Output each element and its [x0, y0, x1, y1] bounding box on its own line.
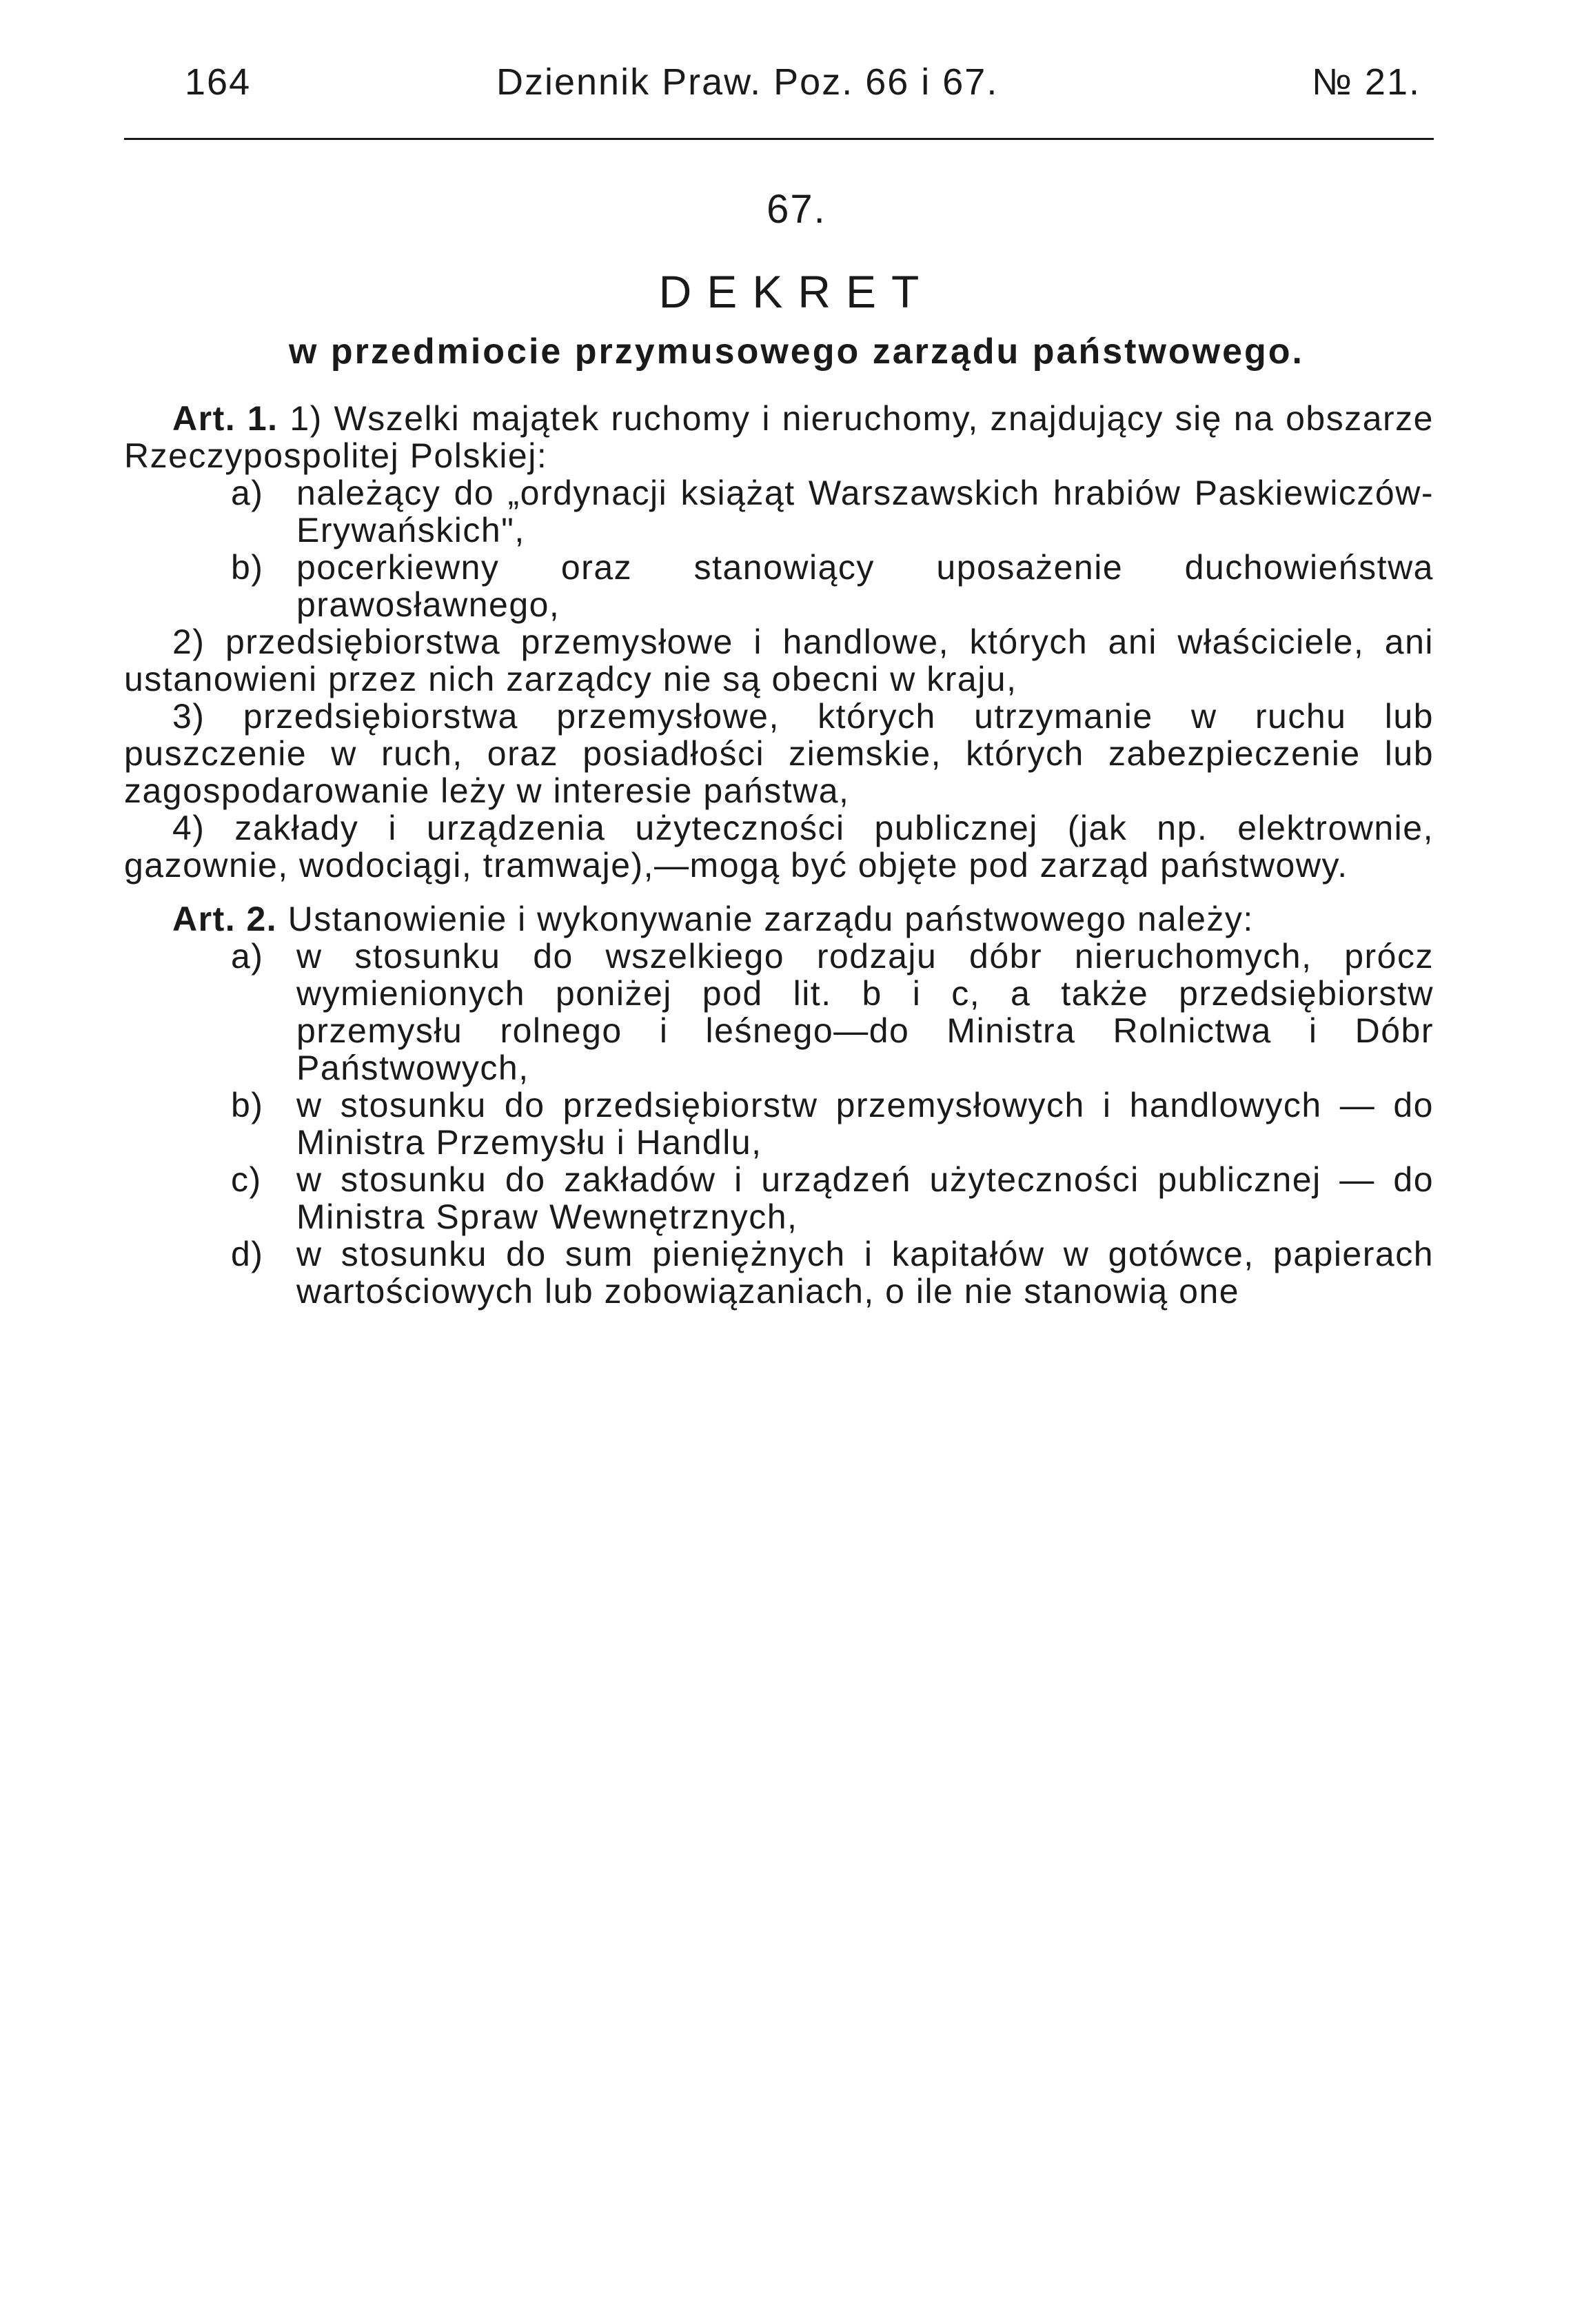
- item-text: w stosunku do zakładów i urządzeń użyteczności publicznej — do Ministra Spraw Wewnętrznych,: [296, 1160, 1434, 1236]
- act-number: 67.: [767, 187, 826, 232]
- art1-item-a: [124, 474, 1434, 549]
- document-body: [124, 400, 1434, 1310]
- art2-intro-text: Ustanowienie i wykonywanie zarządu państwowego należy:: [287, 900, 1254, 938]
- journal-reference: Dziennik Praw. Poz. 66 i 67.: [496, 61, 999, 103]
- page-number: 164: [185, 61, 252, 103]
- art2-item-b: [124, 1087, 1434, 1161]
- item-label: b): [231, 548, 264, 587]
- item-text: pocerkiewny oraz stanowiący uposażenie duchowieństwa prawosławnego,: [296, 548, 1434, 624]
- item-label: b): [231, 1086, 264, 1124]
- item-text: należący do „ordynacji książąt Warszawskich hrabiów Paskiewiczów-Erywańskich",: [296, 474, 1434, 549]
- art2-item-c: [124, 1161, 1434, 1235]
- art2-item-d: [124, 1235, 1434, 1310]
- item-label: a): [231, 937, 264, 976]
- art2-item-a: [124, 938, 1434, 1087]
- art1-point-3: 3) przedsiębiorstwa przemysłowe, których utrzymanie w ruchu lub puszczenie w ruch, oraz posiadłości ziemskie, których zabezpieczenie lub zagospodarowanie leży w interesie państwa,: [124, 697, 1434, 810]
- art1-point-4: 4) zakłady i urządzenia użyteczności publicznej (jak np. elektrownie, gazownie, wodociągi, tramwaje),—mogą być objęte pod zarząd państwowy.: [124, 809, 1434, 885]
- item-label: d): [231, 1235, 264, 1273]
- art1-heading: Art. 1.: [172, 399, 278, 438]
- item-text: w stosunku do przedsiębiorstw przemysłowych i handlowych — do Ministra Przemysłu i Handlu,: [296, 1086, 1434, 1162]
- issue-number: № 21.: [1312, 61, 1421, 103]
- art1-intro-text: 1) Wszelki majątek ruchomy i nieruchomy, znajdujący się na obszarze Rzeczypospolitej Polskiej:: [124, 399, 1434, 475]
- item-label: a): [231, 474, 264, 512]
- item-text: w stosunku do sum pieniężnych i kapitałów w gotówce, papierach wartościowych lub zobowiązaniach, o ile nie stanowią one: [296, 1235, 1434, 1311]
- item-text: w stosunku do wszelkiego rodzaju dóbr nieruchomych, prócz wymienionych poniżej pod lit. b i c, a także przedsiębiorstw przemysłu rolnego i leśnego—do Ministra Rolnictwa i Dóbr Państwowych,: [296, 937, 1434, 1087]
- act-title: DEKRET: [658, 266, 935, 317]
- art1-point-2: 2) przedsiębiorstwa przemysłowe i handlowe, których ani właściciele, ani ustanowieni przez nich zarządcy nie są obecni w kraju,: [124, 623, 1434, 698]
- art1-intro: [124, 400, 1434, 474]
- art1-item-b: [124, 549, 1434, 623]
- running-header: [124, 61, 1421, 109]
- act-subtitle: w przedmiocie przymusowego zarządu państwowego.: [289, 332, 1304, 372]
- header-rule: [124, 138, 1434, 140]
- art2-heading: Art. 2.: [172, 900, 278, 938]
- art2-intro: [124, 900, 1434, 938]
- item-label: c): [231, 1160, 262, 1199]
